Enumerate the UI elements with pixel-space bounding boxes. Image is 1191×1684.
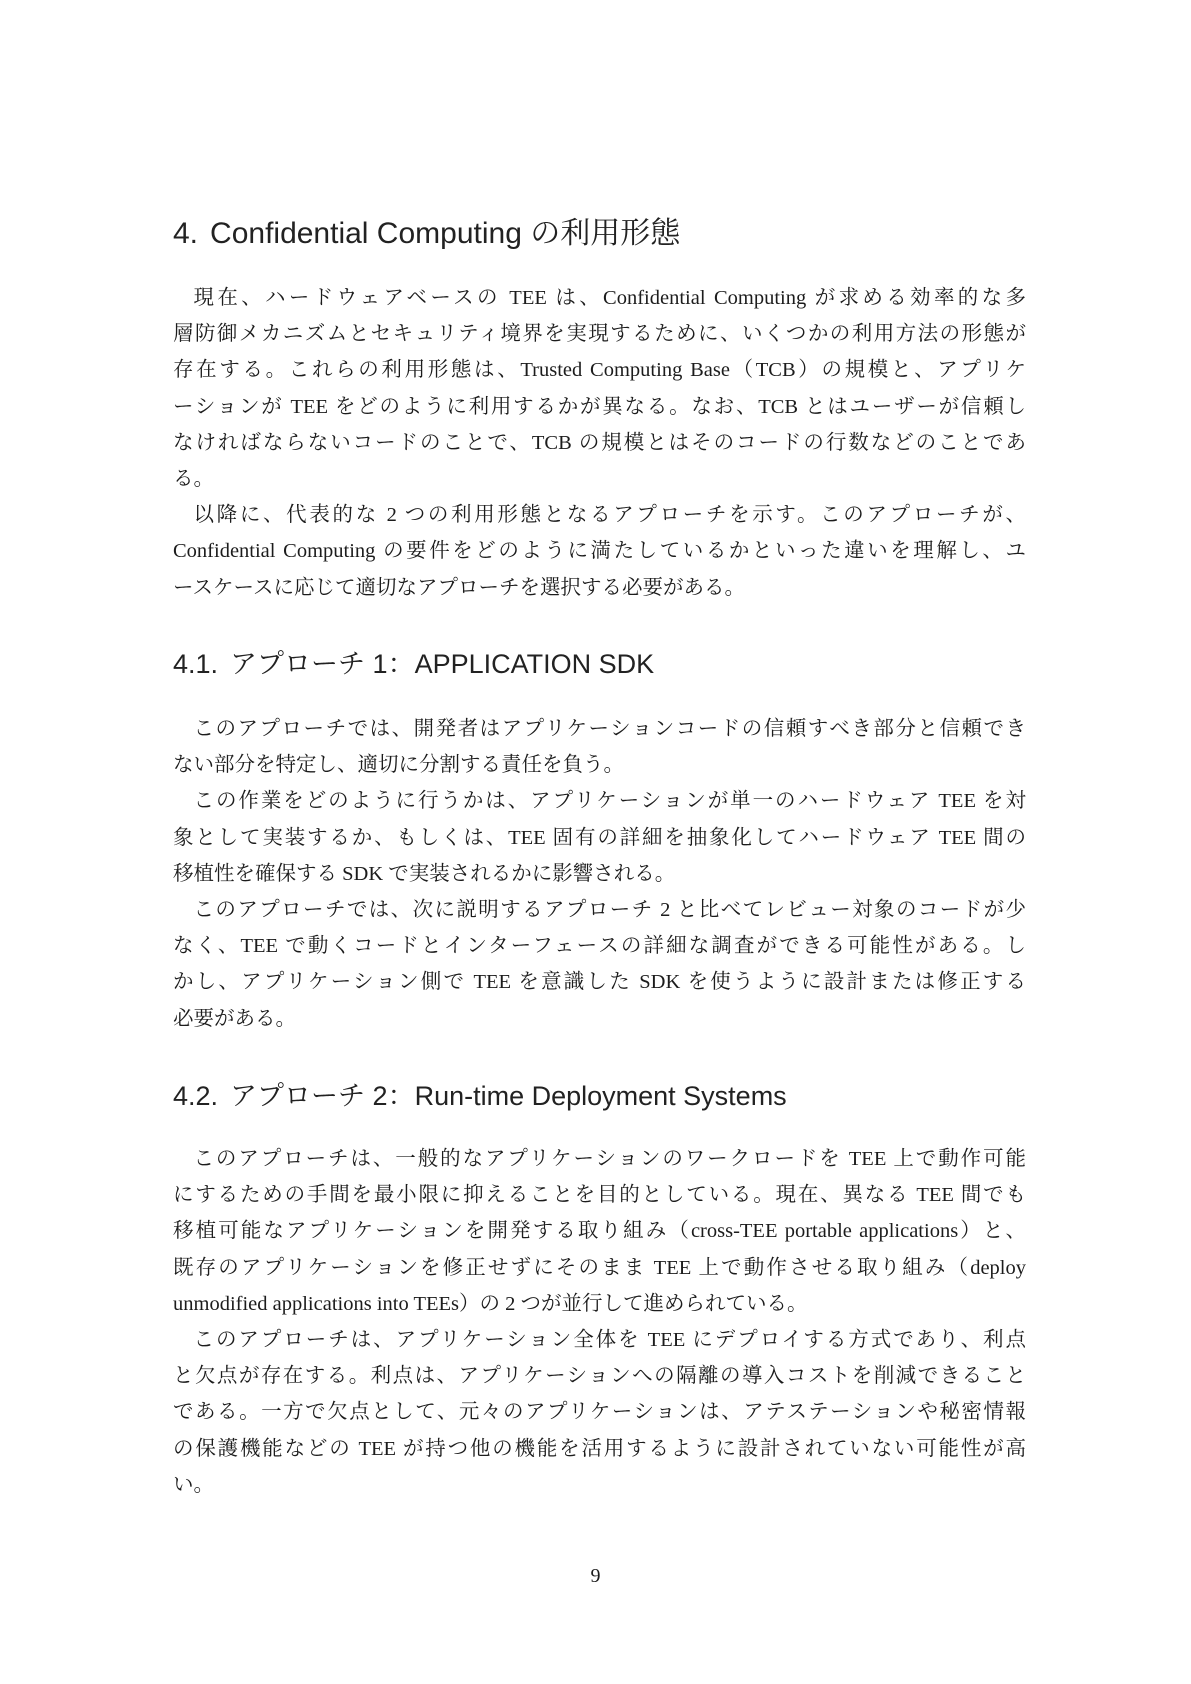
page-number: 9 [590, 1565, 601, 1587]
section-title: アプローチ 1：APPLICATION SDK [230, 649, 655, 679]
text-line: このアプローチでは、次に説明するアプローチ 2 と比べてレビュー対象のコードが少 [193, 898, 1026, 921]
text-line: にするための手間を最小限に抑えることを目的としている。現在、異なる TEE 間でも [173, 1184, 1026, 1207]
text-line: 層防御メカニズムとセキュリティ境界を実現するために、いくつかの利用方法の形態が [173, 323, 1026, 346]
paragraph [173, 1322, 1026, 1503]
paragraph [173, 783, 1026, 892]
paragraph [173, 892, 1026, 1037]
text-line: である。一方で欠点として、元々のアプリケーションは、アテステーションや秘密情報 [173, 1401, 1026, 1424]
text-line: なく、TEE で動くコードとインターフェースの詳細な調査ができる可能性がある。し [173, 935, 1026, 958]
text-line: ない部分を特定し、適切に分割する責任を負う。 [173, 754, 624, 777]
text-line: unmodified applications into TEEs）の 2 つが並行して進められている。 [173, 1292, 808, 1315]
paragraph [173, 711, 1026, 783]
text-line: ーションが TEE をどのように利用するかが異なる。なお、TCB とはユーザーが信頼し [173, 395, 1026, 418]
section-body [173, 280, 1026, 606]
text-line: この作業をどのように行うかは、アプリケーションが単一のハードウェア TEE を対 [193, 790, 1026, 813]
paragraph [173, 497, 1026, 606]
text-line: 必要がある。 [173, 1007, 296, 1030]
text-line: 現在、ハードウェアベースの TEE は、Confidential Computing が求める効率的な多 [193, 287, 1026, 309]
section-title: Confidential Computing の利用形態 [210, 217, 681, 250]
subsection-heading [173, 1076, 787, 1116]
text-line: このアプローチは、アプリケーション全体を TEE にデプロイする方式であり、利点 [193, 1328, 1026, 1351]
text-line: 象として実装するか、もしくは、TEE 固有の詳細を抽象化してハードウェア TEE 間の [173, 826, 1026, 849]
text-line: なければならないコードのことで、TCB の規模とはそのコードの行数などのことであ [173, 431, 1026, 454]
section-number: 4.1. [173, 649, 219, 679]
section-body [173, 711, 1026, 1037]
text-line: の保護機能などの TEE が持つ他の機能を活用するように設計されていない可能性が高 [173, 1437, 1026, 1460]
section-heading [173, 214, 680, 254]
text-line: かし、アプリケーション側で TEE を意識した SDK を使うように設計または修正する [173, 971, 1026, 994]
text-line: このアプローチでは、開発者はアプリケーションコードの信頼すべき部分と信頼でき [193, 718, 1026, 740]
paragraph [173, 1141, 1026, 1322]
text-line: このアプローチは、一般的なアプリケーションのワークロードを TEE 上で動作可能 [193, 1148, 1026, 1170]
text-line: 以降に、代表的な 2 つの利用形態となるアプローチを示す。このアプローチが、 [193, 504, 1026, 527]
section-title: アプローチ 2：Run-time Deployment Systems [230, 1081, 787, 1111]
subsection-heading [173, 644, 654, 684]
text-line: 移植性を確保する SDK で実装されるかに影響される。 [173, 862, 676, 885]
text-line: 既存のアプリケーションを修正せずにそのまま TEE 上で動作させる取り組み（deploy [173, 1256, 1026, 1279]
text-line: 移植可能なアプリケーションを開発する取り組み（cross-TEE portable applications）と、 [173, 1220, 1026, 1243]
text-line: と欠点が存在する。利点は、アプリケーションへの隔離の導入コストを削減できること [173, 1365, 1026, 1388]
section-number: 4. [173, 217, 199, 250]
text-line: 存在する。これらの利用形態は、Trusted Computing Base（TCB）の規模と、アプリケ [173, 359, 1026, 382]
text-line: い。 [173, 1473, 214, 1496]
text-line: ースケースに応じて適切なアプローチを選択する必要がある。 [173, 576, 745, 599]
section-number: 4.2. [173, 1081, 219, 1111]
text-line: る。 [173, 467, 214, 490]
paragraph [173, 280, 1026, 497]
section-body [173, 1141, 1026, 1503]
text-line: Confidential Computing の要件をどのように満たしているかといった違いを理解し、ユ [173, 540, 1026, 563]
